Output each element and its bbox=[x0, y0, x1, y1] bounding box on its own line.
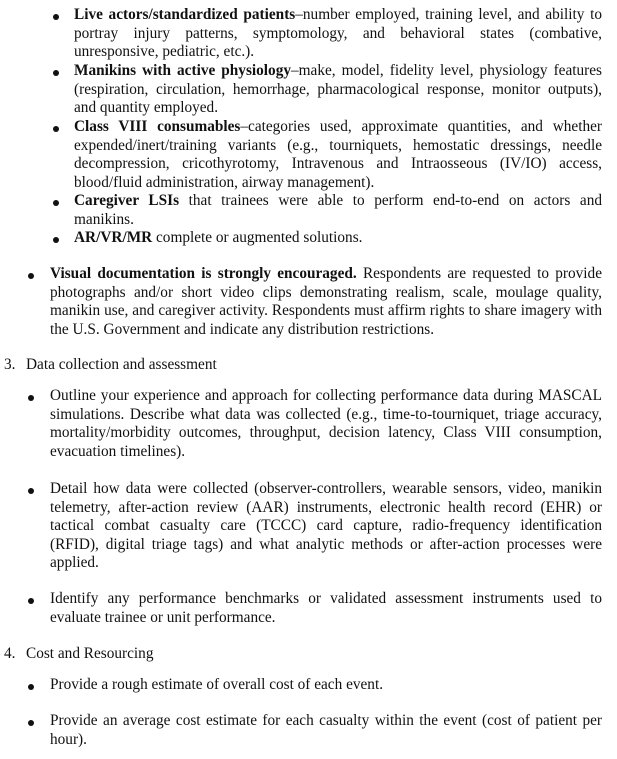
list-item bbox=[50, 676, 602, 695]
visual-documentation-paragraph bbox=[50, 265, 602, 339]
list-item bbox=[50, 590, 602, 627]
bullet-icon bbox=[28, 598, 34, 604]
bullet-icon bbox=[53, 14, 59, 20]
item-text: Identify any performance benchmarks or validated assessment instruments used to evaluate trainee or unit performance. bbox=[50, 590, 602, 626]
list-item bbox=[74, 6, 602, 62]
list-item bbox=[74, 118, 602, 192]
bullet-icon bbox=[53, 200, 59, 206]
list-item bbox=[50, 387, 602, 461]
item-bold: Live actors/standardized patients bbox=[74, 6, 296, 23]
section-title: Cost and Resourcing bbox=[26, 645, 154, 662]
item-text: that trainees were able to perform end-to-end on actors and manikins. bbox=[74, 192, 602, 228]
bullet-icon bbox=[28, 488, 34, 494]
item-text: complete or augmented solutions. bbox=[152, 229, 363, 246]
list-item bbox=[74, 192, 602, 229]
item-bold: AR/VR/MR bbox=[74, 229, 153, 246]
bullet-icon bbox=[53, 237, 59, 243]
bullet-icon bbox=[53, 70, 59, 76]
bullet-icon bbox=[28, 684, 34, 690]
item-bold: Visual documentation is strongly encouraged. bbox=[50, 265, 357, 282]
list-item bbox=[74, 62, 602, 118]
list-item bbox=[50, 480, 602, 573]
section-number: 4. bbox=[4, 645, 16, 662]
bullet-icon bbox=[53, 126, 59, 132]
item-text: –categories used, approximate quantities, and whether expended/inert/training variants (e.g., tourniquets, hemostatic dressings, needle decompression, cricothyrotomy, Intravenous and Intraosseous (IV/IO) access, blood/fluid administration, airway management). bbox=[74, 118, 602, 191]
item-text: Provide an average cost estimate for each casualty within the event (cost of patient per hour). bbox=[50, 712, 602, 748]
item-text: Detail how data were collected (observer-controllers, wearable sensors, video, manikin telemetry, after-action review (AAR) instruments, electronic health record (EHR) or tactical combat casualty care (TCCC) card capture, radio-frequency identification (RFID), digital triage tags) and what analytic methods or after-action processes were applied. bbox=[50, 480, 602, 572]
bullet-icon bbox=[28, 720, 34, 726]
item-text: –make, model, fidelity level, physiology features (respiration, circulation, hemorrhage, pharmacological response, monitor outputs), and quantity employed. bbox=[74, 62, 602, 117]
item-bold: Caregiver LSIs bbox=[74, 192, 180, 209]
list-item bbox=[50, 712, 602, 749]
bullet-icon bbox=[28, 395, 34, 401]
item-text: Provide a rough estimate of overall cost of each event. bbox=[50, 676, 384, 693]
item-bold: Class VIII consumables bbox=[74, 118, 241, 135]
item-bold: Manikins with active physiology bbox=[74, 62, 292, 79]
list-item bbox=[74, 229, 602, 248]
item-text: –number employed, training level, and ability to portray injury patterns, symptomology, and behavioral states (combative, unresponsive, pediatric, etc.). bbox=[74, 6, 602, 61]
bullet-icon bbox=[28, 273, 34, 279]
item-text: Respondents are requested to provide photographs and/or short video clips demonstrating realism, scale, moulage quality, manikin use, and caregiver activity. Respondents must affirm rights to share imagery with the U.S. Government and indicate any distribution restrictions. bbox=[50, 265, 602, 338]
section-title: Data collection and assessment bbox=[26, 356, 217, 373]
item-text: Outline your experience and approach for collecting performance data during MASCAL simulations. Describe what data was collected (e.g., time-to-tourniquet, triage accuracy, mortality/morbidity outcomes, throughput, decision latency, Class VIII consumption, evacuation timelines). bbox=[50, 387, 602, 460]
section-number: 3. bbox=[4, 356, 16, 373]
